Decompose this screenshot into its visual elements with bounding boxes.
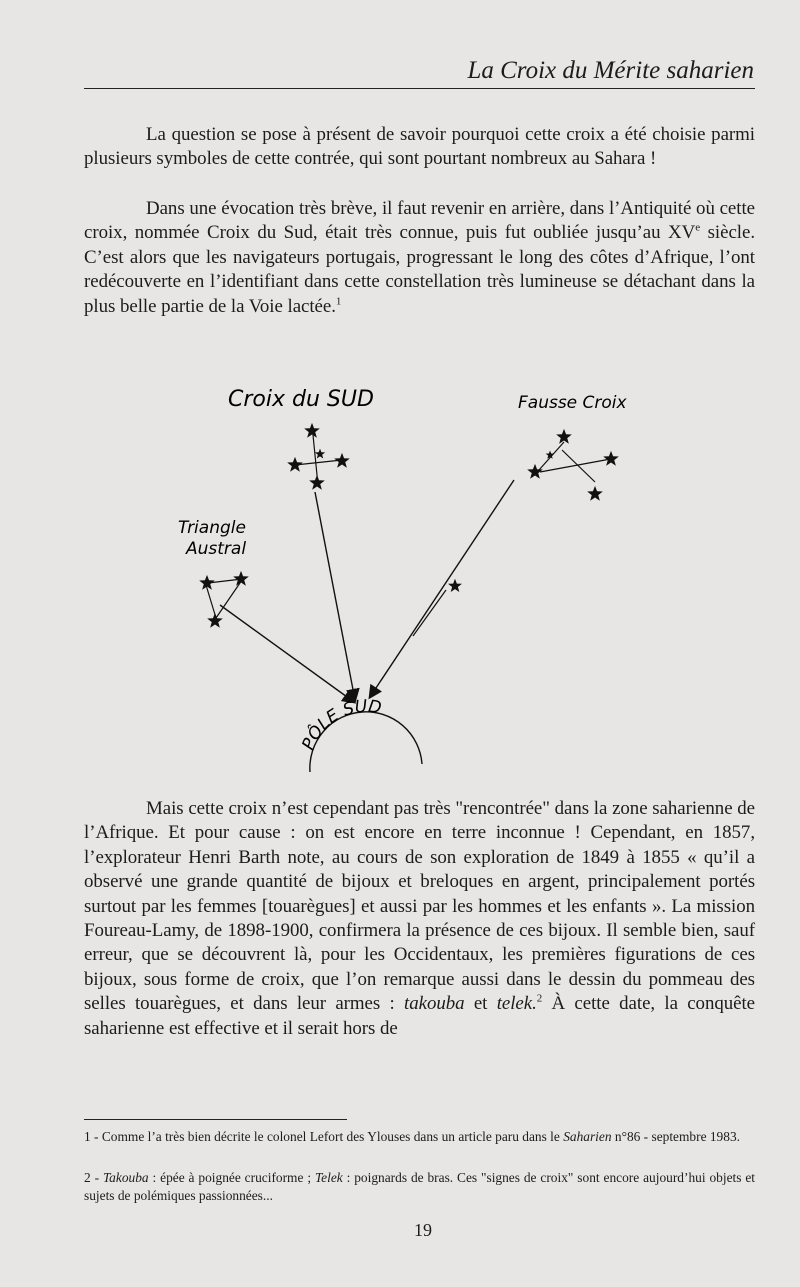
label-triangle-line1: Triangle bbox=[178, 518, 246, 538]
running-header: La Croix du Mérite saharien bbox=[467, 57, 754, 84]
star bbox=[309, 475, 325, 490]
header-rule bbox=[84, 88, 755, 89]
triangle-austral-constellation bbox=[199, 571, 249, 628]
label-croix-du-sud: Croix du SUD bbox=[228, 387, 374, 412]
star bbox=[527, 464, 543, 479]
footnote-2-text-c: : poignards de bras. Ces "signes de croix" sont encore aujourd’hui objets et sujets de polémiques passionnées... bbox=[84, 1170, 756, 1203]
star bbox=[315, 449, 325, 459]
fausse-croix-constellation bbox=[527, 429, 619, 501]
paragraph-3-text-a: Mais cette croix n’est cependant pas très "rencontrée" dans la zone saharienne de l’Afrique. Et pour cause : on est encore en terre inconnue ! Cependant, en 1857, l’explorateur Henri Barth note, au cours de son exploration de 1849 à 1855 « qu’il a observé une grande quantité de bijoux et breloques en argent, principalement portés surtout par les femmes [touarègues] et aussi par les hommes et les enfants ». La mission Foureau-Lamy, de 1898-1900, confirmera la présence de ces bijoux. Il semble bien, sauf erreur, que se découvrent là, pour les Occidentaux, les premières figurations de ces bijoux, sous forme de croix, que l’on remarque aussi dans le dessin du pommeau des selles touarègues, et dans leur armes : bbox=[84, 798, 755, 1015]
star bbox=[233, 571, 249, 586]
footnote-2-term-takouba: Takouba bbox=[102, 1170, 149, 1185]
paragraph-1 bbox=[84, 123, 755, 172]
label-fausse-croix: Fausse Croix bbox=[518, 393, 627, 413]
label-pole-sud: PÔLE SUD bbox=[298, 696, 383, 753]
paragraph-3 bbox=[84, 797, 755, 1041]
star bbox=[587, 486, 603, 501]
footnote-1-number: 1 bbox=[84, 1129, 91, 1144]
page-number: 19 bbox=[414, 1220, 432, 1240]
star bbox=[603, 451, 619, 466]
pole-sud-marker bbox=[298, 697, 422, 772]
paragraph-3-text-b: et bbox=[464, 993, 497, 1015]
star bbox=[556, 429, 572, 444]
star bbox=[334, 453, 350, 468]
footnote-2-text-a: - bbox=[90, 1170, 103, 1185]
paragraph-2 bbox=[84, 197, 755, 319]
paragraph-2-text-b: siècle. C’est alors que les navigateurs portugais, progressant le long des côtes d’Afrique, l’ont redécouverte en l’identifiant dans cette constellation très lumineuse se détachant dans la plus belle partie de la Voie lactée. bbox=[84, 222, 755, 317]
footnote-2-number: 2 bbox=[84, 1170, 91, 1185]
footnote-rule bbox=[84, 1119, 347, 1120]
footnote-ref-1[interactable]: 1 bbox=[335, 295, 342, 308]
footnote-2-text-b: : épée à poignée cruciforme ; bbox=[148, 1170, 315, 1185]
croix-du-sud-constellation bbox=[287, 423, 350, 490]
star bbox=[448, 579, 462, 592]
footnote-2-term-telek: Telek bbox=[314, 1170, 343, 1185]
star bbox=[207, 613, 223, 628]
southern-cross-diagram bbox=[150, 360, 630, 780]
footnote-2 bbox=[84, 1169, 755, 1205]
star bbox=[287, 457, 303, 472]
label-triangle-line2: Austral bbox=[186, 539, 247, 559]
footnote-1-text-b: n°86 - septembre 1983. bbox=[611, 1129, 740, 1144]
star bbox=[304, 423, 320, 438]
footnote-1-text-a: - Comme l’a très bien décrite le colonel Lefort des Ylouses dans un article paru dans le bbox=[90, 1129, 564, 1144]
paragraph-2-text-a: Dans une évocation très brève, il faut revenir en arrière, dans l’Antiquité où cette croix, nommée Croix du Sud, était très connue, puis fut oubliée jusqu’au XV bbox=[84, 198, 755, 244]
footnote-1-journal: Saharien bbox=[563, 1129, 612, 1144]
pointer-arrows bbox=[220, 480, 514, 702]
footnote-1 bbox=[84, 1128, 755, 1146]
term-telek: telek. bbox=[496, 993, 537, 1015]
paragraph-3-text-c: À cette date, la conquête saharienne est effective et il serait hors de bbox=[84, 993, 756, 1039]
footnote-ref-2[interactable]: 2 bbox=[536, 992, 543, 1005]
superscript-e: e bbox=[695, 222, 701, 235]
term-takouba: takouba bbox=[404, 993, 465, 1015]
paragraph-1-text: La question se pose à présent de savoir pourquoi cette croix a été choisie parmi plusieurs symboles de cette contrée, qui sont pourtant nombreux au Sahara ! bbox=[84, 124, 755, 170]
